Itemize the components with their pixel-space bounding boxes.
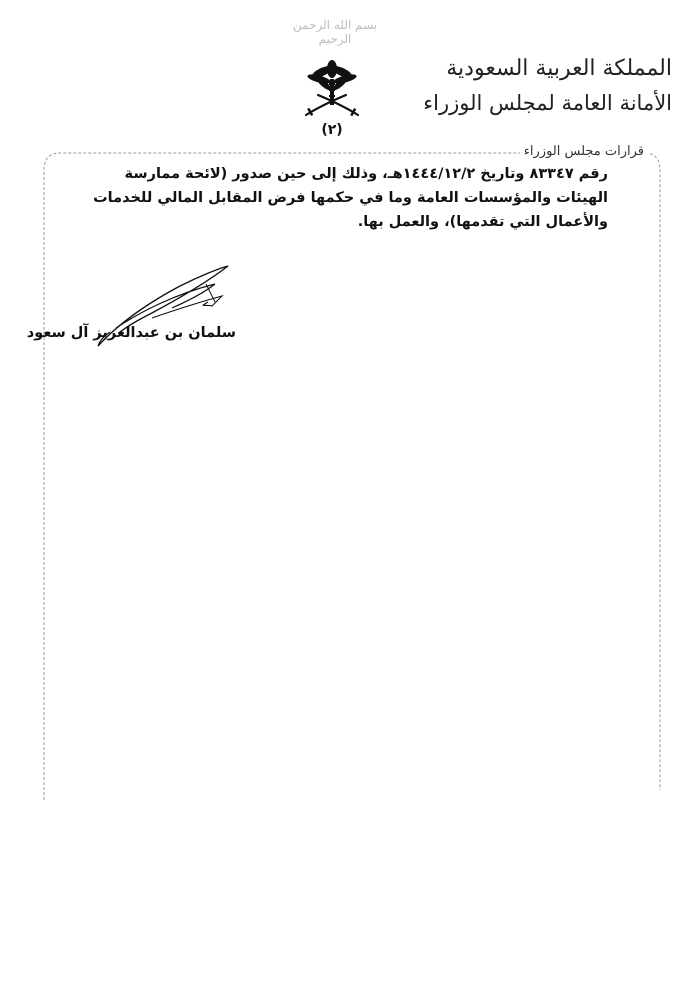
body-line: والأعمال التي تقدمها)، والعمل بها. bbox=[357, 214, 608, 230]
signatory-name: سلمان بن عبدالعزيز آل سعود bbox=[26, 325, 236, 341]
basmala: بسم الله الرحمن الرحيم bbox=[292, 18, 378, 46]
palm-swords-emblem bbox=[300, 55, 364, 121]
letterhead-secretariat: الأمانة العامة لمجلس الوزراء bbox=[423, 91, 672, 115]
body-line: الهيئات والمؤسسات العامة وما في حكمها فرض المقابل المالي للخدمات bbox=[93, 190, 608, 206]
letterhead-kingdom: المملكة العربية السعودية bbox=[446, 56, 672, 81]
page-number: (٢) bbox=[321, 122, 343, 138]
letterhead-cabinet-decisions: قرارات مجلس الوزراء bbox=[520, 144, 648, 159]
decision-body bbox=[58, 162, 608, 234]
letterhead-institution bbox=[423, 54, 672, 118]
body-line: رقم ٨٣٣٤٧ وتاريخ ١٤٤٤/١٢/٢هـ، وذلك إلى حين صدور (لائحة ممارسة bbox=[124, 166, 608, 182]
